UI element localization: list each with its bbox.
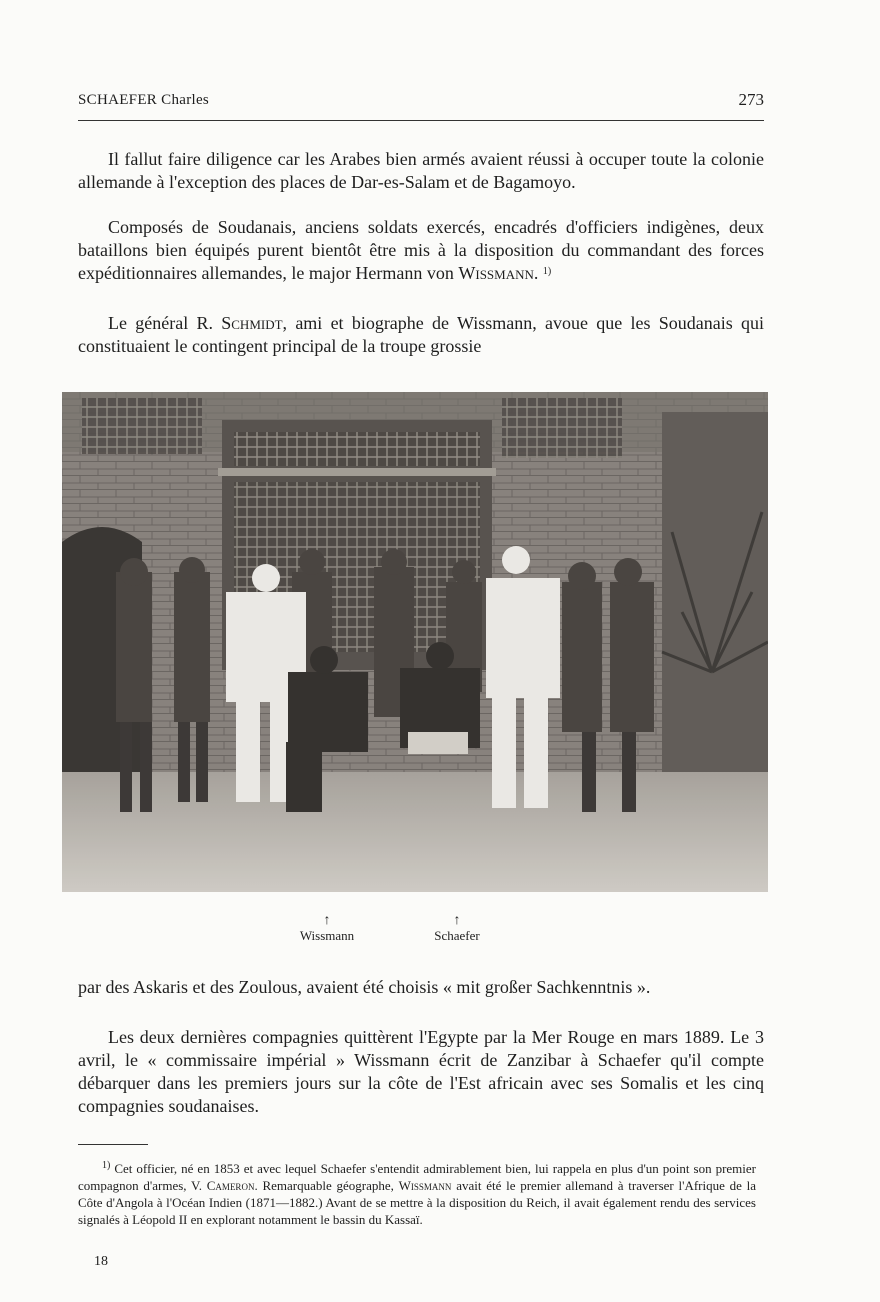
page-number: 273 [738,90,764,109]
person-name-wissmann-footnote: Wissmann [398,1178,452,1193]
footnote [78,1160,756,1228]
caption-label: Schaefer [434,928,480,943]
footnote-marker: 1) [102,1160,111,1171]
person-name-wissmann: Wissmann. [458,263,539,283]
footnote-text-c: avait été le premier allemand à traverser l'Afrique de la Côte d'Angola à l'Océan Indien (1871—1882.) Avant de se mettre à la disposition du Reich, il avait également rendu des services signalés à Léopold II en explorant notamment le bassin du Kassaï. [78,1178,757,1227]
footnote-ref: 1) [542,266,552,277]
page-header [78,88,764,118]
paragraph-3 [78,312,764,358]
footnote-text-b: Remarquable géographe, [262,1178,394,1193]
paragraph-3-start: Le général R. [108,313,213,333]
paragraph-4: par des Askaris et des Zoulous, avaient été choisis « mit großer Sachkenntnis ». [78,977,651,997]
running-head: SCHAEFER Charles [78,92,210,108]
caption-label: Wissmann [299,928,355,943]
photo-graphic [62,392,768,892]
caption-schaefer [412,914,502,944]
caption-wissmann [282,914,372,944]
person-name-schmidt: Schmidt, [221,313,288,333]
person-name-cameron: Cameron. [206,1178,258,1193]
paragraph-5: Les deux dernières compagnies quittèrent l'Egypte par la Mer Rouge en mars 1889. Le 3 avril, le « commissaire impérial » Wissmann écrit de Zanzibar à Schaefer qu'il compte débarquer dans les premiers jours sur la côte de l'Est africain avec ses Somalis et les cinq compagnies soudanaises. [78,1027,764,1116]
signature-mark: 18 [94,1254,108,1269]
caption-arrow: ↑ [323,913,331,928]
footnote-text-a: Cet officier, né en 1853 et avec lequel Schaefer s'entendit admirablement bien, lui rappela en plus d'un point son premier compagnon d'armes, V. [78,1161,757,1193]
paragraph-3-rest: ami et biographe de Wissmann, avoue que les Soudanais qui constituaient le contingent principal de la troupe grossie [78,313,765,356]
paragraph-1: Il fallut faire diligence car les Arabes bien armés avaient réussi à occuper toute la colonie allemande à l'exception des places de Dar-es-Salam et de Bagamoyo. [78,149,764,192]
paragraph-2 [78,216,764,285]
caption-arrow: ↑ [453,913,461,928]
header-rule [78,120,764,121]
footnote-rule [78,1144,148,1145]
paragraph-2-text: Composés de Soudanais, anciens soldats exercés, encadrés d'officiers indigènes, deux bataillons bien équipés purent bientôt être mis à la disposition du commandant des forces expéditionnaires allemandes, le major Hermann von [78,217,764,283]
group-photograph [62,392,768,892]
